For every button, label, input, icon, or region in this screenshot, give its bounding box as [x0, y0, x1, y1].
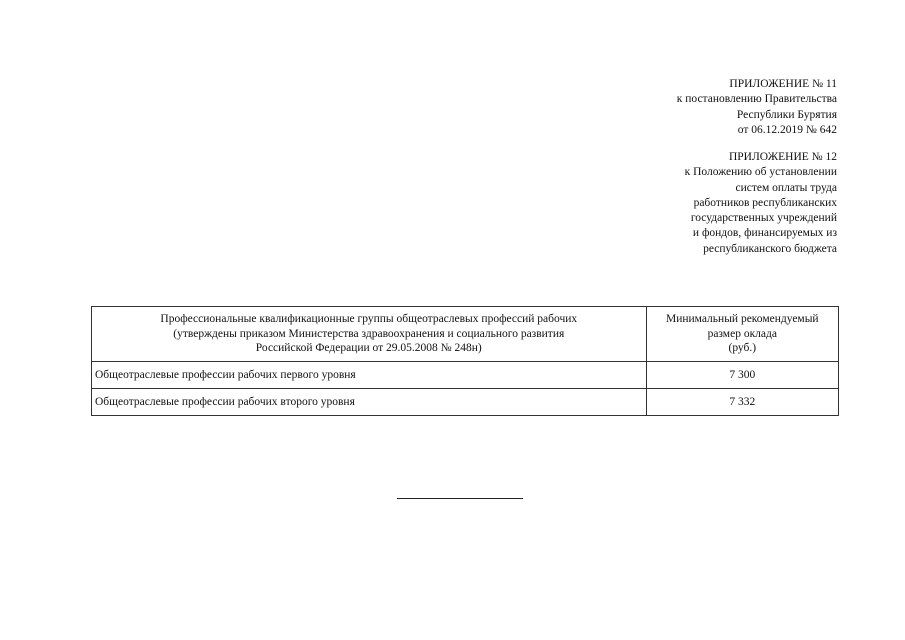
appendix-11-header	[677, 77, 837, 138]
appendix-11-line: Республики Бурятия	[736, 108, 837, 121]
header-min-salary	[646, 307, 838, 362]
table-row	[92, 389, 839, 416]
appendix-12-line: работников республиканских	[693, 196, 837, 209]
appendix-11-date: от 06.12.2019 № 642	[737, 123, 837, 136]
appendix-12-line: систем оплаты труда	[735, 181, 837, 194]
row-group-name: Общеотраслевые профессии рабочих второго уровня	[92, 389, 647, 416]
header-salary-line: Минимальный рекомендуемый	[665, 313, 819, 326]
table-header-row	[92, 307, 839, 362]
row-group-name: Общеотраслевые профессии рабочих первого уровня	[92, 362, 647, 389]
appendix-12-header	[685, 150, 837, 257]
row-salary-value: 7 300	[646, 362, 838, 389]
appendix-11-title: ПРИЛОЖЕНИЕ № 11	[729, 78, 837, 90]
header-group-line: Профессиональные квалификационные группы общеотраслевых профессий рабочих	[160, 313, 578, 326]
header-salary-line: размер оклада	[707, 327, 777, 340]
header-salary-line: (руб.)	[728, 342, 757, 355]
row-salary-value: 7 332	[646, 389, 838, 416]
appendix-12-line: и фондов, финансируемых из	[692, 227, 837, 240]
appendix-12-line: государственных учреждений	[690, 212, 837, 225]
header-qualification-groups	[92, 307, 647, 362]
appendix-12-line: республиканского бюджета	[703, 242, 837, 255]
header-group-line: (утверждены приказом Министерства здравоохранения и социального развития	[173, 327, 565, 340]
salary-table	[91, 306, 839, 416]
table-row	[92, 362, 839, 389]
appendix-12-title: ПРИЛОЖЕНИЕ № 12	[728, 151, 837, 163]
appendix-12-line: к Положению об установлении	[684, 166, 837, 179]
end-divider	[397, 498, 523, 499]
header-group-line: Российской Федерации от 29.05.2008 № 248н)	[255, 342, 482, 355]
appendix-11-line: к постановлению Правительства	[676, 93, 837, 106]
